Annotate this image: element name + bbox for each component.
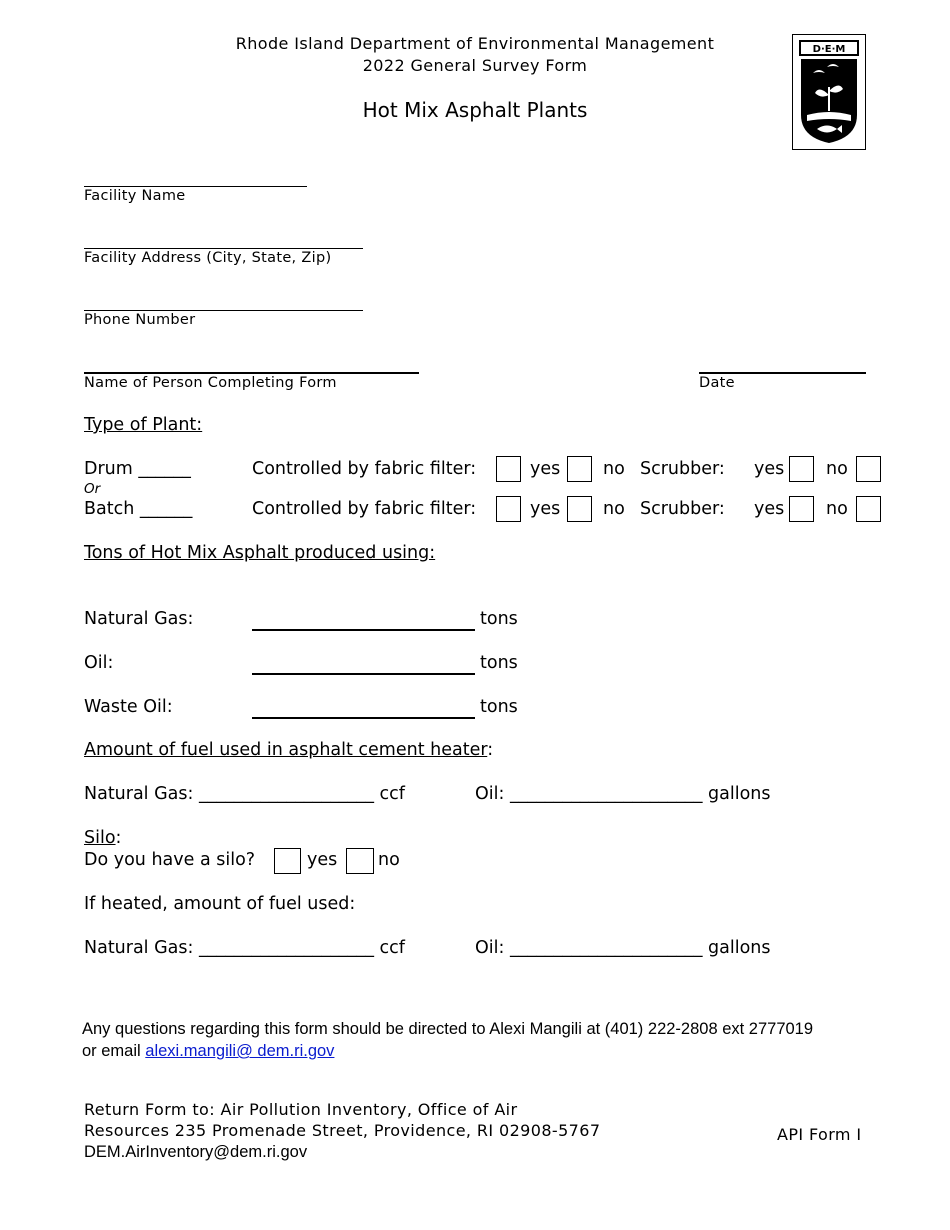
- email-line: or email alexi.mangili@ dem.ri.gov: [82, 1042, 335, 1060]
- person-label: Name of Person Completing Form: [84, 375, 337, 391]
- drum-label: Drum ______: [84, 459, 191, 479]
- heater-heading: Amount of fuel used in asphalt cement heater:: [84, 740, 494, 760]
- plant-type-heading: Type of Plant:: [84, 415, 203, 435]
- batch-filter-label: Controlled by fabric filter:: [252, 499, 477, 519]
- phone-label: Phone Number: [84, 312, 196, 328]
- return-line-2: Resources 235 Promenade Street, Providence, RI 02908-5767: [84, 1121, 601, 1140]
- batch-scrubber-yes-label: yes: [754, 499, 785, 519]
- drum-scrubber-yes-checkbox[interactable]: [789, 456, 814, 482]
- heater-oil-field[interactable]: Oil: ______________________ gallons: [475, 784, 771, 804]
- dem-seal-icon: [793, 35, 865, 149]
- silo-natural-gas-field[interactable]: Natural Gas: ____________________ ccf: [84, 938, 405, 958]
- silo-yes-label: yes: [307, 850, 338, 870]
- drum-filter-label: Controlled by fabric filter:: [252, 459, 477, 479]
- phone-line[interactable]: [84, 310, 363, 311]
- drum-filter-yes-checkbox[interactable]: [496, 456, 521, 482]
- batch-scrubber-no-checkbox[interactable]: [856, 496, 881, 522]
- drum-filter-no-checkbox[interactable]: [567, 456, 592, 482]
- drum-scrubber-no-checkbox[interactable]: [856, 456, 881, 482]
- svg-text:D·E·M: D·E·M: [812, 44, 846, 55]
- silo-no-checkbox[interactable]: [346, 848, 374, 874]
- drum-scrubber-label: Scrubber:: [640, 459, 725, 479]
- form-year: 2022 General Survey Form: [362, 56, 588, 75]
- tons-natural-gas-line[interactable]: [252, 629, 475, 631]
- page-title: Hot Mix Asphalt Plants: [362, 98, 588, 122]
- silo-heated-label: If heated, amount of fuel used:: [84, 894, 356, 914]
- batch-label: Batch ______: [84, 499, 193, 519]
- batch-scrubber-yes-checkbox[interactable]: [789, 496, 814, 522]
- silo-oil-field[interactable]: Oil: ______________________ gallons: [475, 938, 771, 958]
- batch-filter-no-checkbox[interactable]: [567, 496, 592, 522]
- drum-scrubber-no-label: no: [826, 459, 848, 479]
- tons-waste-oil-unit: tons: [480, 697, 518, 717]
- batch-filter-yes-checkbox[interactable]: [496, 496, 521, 522]
- facility-name-label: Facility Name: [84, 188, 186, 204]
- tons-oil-line[interactable]: [252, 673, 475, 675]
- or-label: Or: [84, 481, 101, 497]
- tons-oil-label: Oil:: [84, 653, 114, 673]
- silo-no-label: no: [378, 850, 400, 870]
- batch-filter-yes-label: yes: [530, 499, 561, 519]
- batch-filter-no-label: no: [603, 499, 625, 519]
- tons-heading: Tons of Hot Mix Asphalt produced using:: [84, 543, 436, 563]
- silo-question: Do you have a silo?: [84, 850, 256, 870]
- tons-natural-gas-unit: tons: [480, 609, 518, 629]
- drum-filter-yes-label: yes: [530, 459, 561, 479]
- silo-heading: Silo:: [84, 828, 122, 848]
- date-line[interactable]: [699, 372, 866, 374]
- drum-scrubber-yes-label: yes: [754, 459, 785, 479]
- dem-logo: [792, 34, 866, 150]
- facility-address-line[interactable]: [84, 248, 363, 249]
- return-line-1: Return Form to: Air Pollution Inventory, Office of Air: [84, 1100, 518, 1119]
- tons-waste-oil-line[interactable]: [252, 717, 475, 719]
- facility-address-label: Facility Address (City, State, Zip): [84, 250, 332, 266]
- silo-yes-checkbox[interactable]: [274, 848, 301, 874]
- person-line[interactable]: [84, 372, 419, 374]
- form-id: API Form I: [777, 1125, 862, 1144]
- heater-natural-gas-field[interactable]: Natural Gas: ____________________ ccf: [84, 784, 405, 804]
- return-email: DEM.AirInventory@dem.ri.gov: [84, 1143, 308, 1161]
- org-name: Rhode Island Department of Environmental Management: [235, 34, 715, 53]
- tons-oil-unit: tons: [480, 653, 518, 673]
- questions-text: Any questions regarding this form should be directed to Alexi Mangili at (401) 222-2808 ext 2777019: [82, 1020, 814, 1038]
- contact-email-link[interactable]: alexi.mangili@ dem.ri.gov: [145, 1042, 335, 1060]
- tons-waste-oil-label: Waste Oil:: [84, 697, 173, 717]
- batch-scrubber-no-label: no: [826, 499, 848, 519]
- date-label: Date: [699, 375, 735, 391]
- tons-natural-gas-label: Natural Gas:: [84, 609, 194, 629]
- batch-scrubber-label: Scrubber:: [640, 499, 725, 519]
- drum-filter-no-label: no: [603, 459, 625, 479]
- facility-name-line[interactable]: [84, 186, 307, 187]
